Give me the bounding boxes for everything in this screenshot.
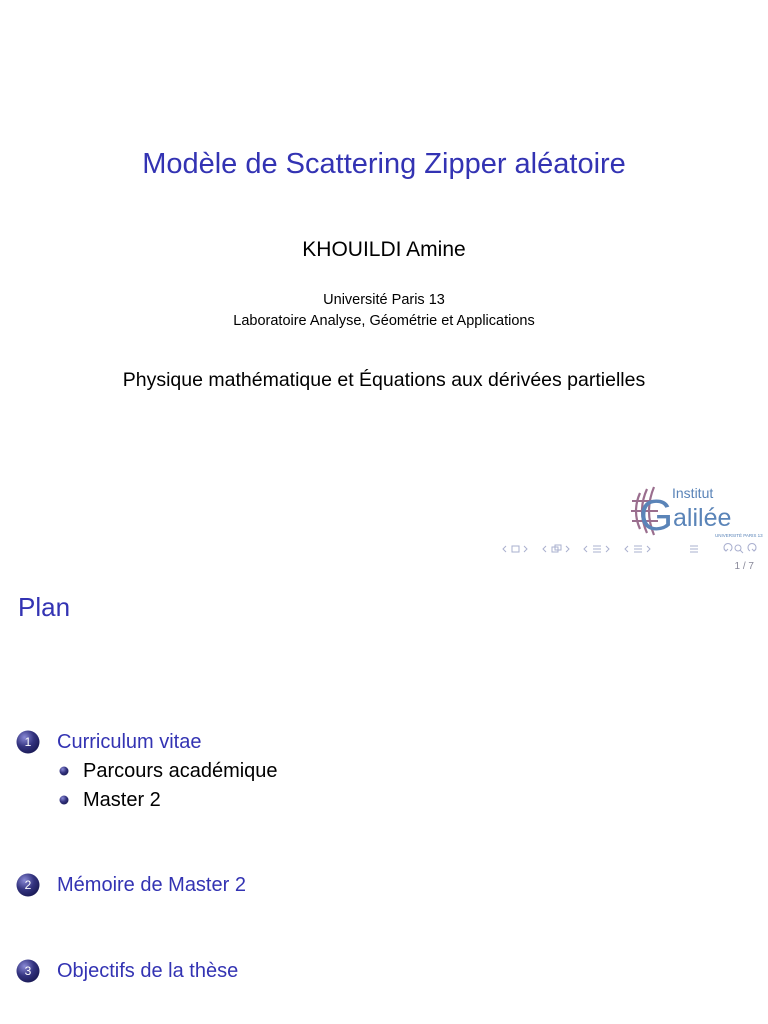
section-label: Mémoire de Master 2 [57, 874, 246, 896]
section-number: 1 [24, 735, 32, 749]
section-number: 3 [24, 964, 32, 978]
logo-galilee-initial: G [639, 491, 674, 540]
subsection-label: Master 2 [83, 789, 161, 811]
toc-subsection-1-2[interactable] [58, 787, 161, 813]
nav-next-doc-section-icon[interactable] [647, 546, 650, 552]
section-ball-icon [16, 959, 40, 983]
beamer-navigation-bar [494, 542, 766, 556]
section-number: 2 [24, 878, 32, 892]
nav-doc-section-icon[interactable] [634, 546, 642, 552]
logo-institut-text: Institut [672, 485, 714, 501]
nav-search-icon[interactable] [735, 545, 743, 553]
toc-section-1[interactable] [16, 729, 201, 755]
nav-prev-section-icon[interactable] [584, 546, 587, 552]
institute-university: Université Paris 13 [323, 292, 445, 308]
toc-subsection-1-1[interactable] [58, 758, 278, 784]
section-ball-icon [16, 873, 40, 897]
nav-prev-subsection-icon[interactable] [543, 546, 546, 552]
section-ball-icon [16, 730, 40, 754]
presentation-title: Modèle de Scattering Zipper aléatoire [142, 148, 626, 180]
nav-next-subsection-icon[interactable] [566, 546, 569, 552]
frame-title: Plan [18, 592, 71, 622]
toc-section-3[interactable] [16, 958, 238, 984]
nav-next-frame-icon[interactable] [524, 546, 527, 552]
bullet-icon [58, 794, 70, 806]
bullet-icon [58, 765, 70, 777]
nav-next-section-icon[interactable] [606, 546, 609, 552]
nav-back-icon[interactable] [724, 544, 732, 551]
frame-number: 1 / 7 [734, 561, 754, 572]
nav-forward-icon[interactable] [748, 544, 756, 551]
nav-prev-frame-icon[interactable] [503, 546, 506, 552]
subsection-label: Parcours académique [83, 760, 278, 782]
section-label: Objectifs de la thèse [57, 960, 239, 982]
toc-section-2[interactable] [16, 872, 246, 898]
section-label: Curriculum vitae [57, 731, 202, 753]
author-name: KHOUILDI Amine [302, 238, 466, 261]
nav-section-icon[interactable] [593, 546, 601, 552]
nav-prev-doc-section-icon[interactable] [625, 546, 628, 552]
plan-slide [0, 580, 768, 1024]
presentation-subtitle: Physique mathématique et Équations aux dérivées partielles [122, 369, 646, 391]
institut-galilee-logo [628, 481, 768, 541]
nav-frame-icon[interactable] [512, 546, 519, 552]
nav-document-icon[interactable] [690, 546, 698, 552]
nav-subsection-icon[interactable] [552, 545, 561, 552]
institute-block [0, 290, 768, 332]
logo-galilee-text: alilée [673, 504, 732, 532]
logo-tagline: UNIVERSITÉ PARIS 13 [715, 533, 763, 538]
institute-laboratory: Laboratoire Analyse, Géométrie et Applications [233, 313, 535, 329]
